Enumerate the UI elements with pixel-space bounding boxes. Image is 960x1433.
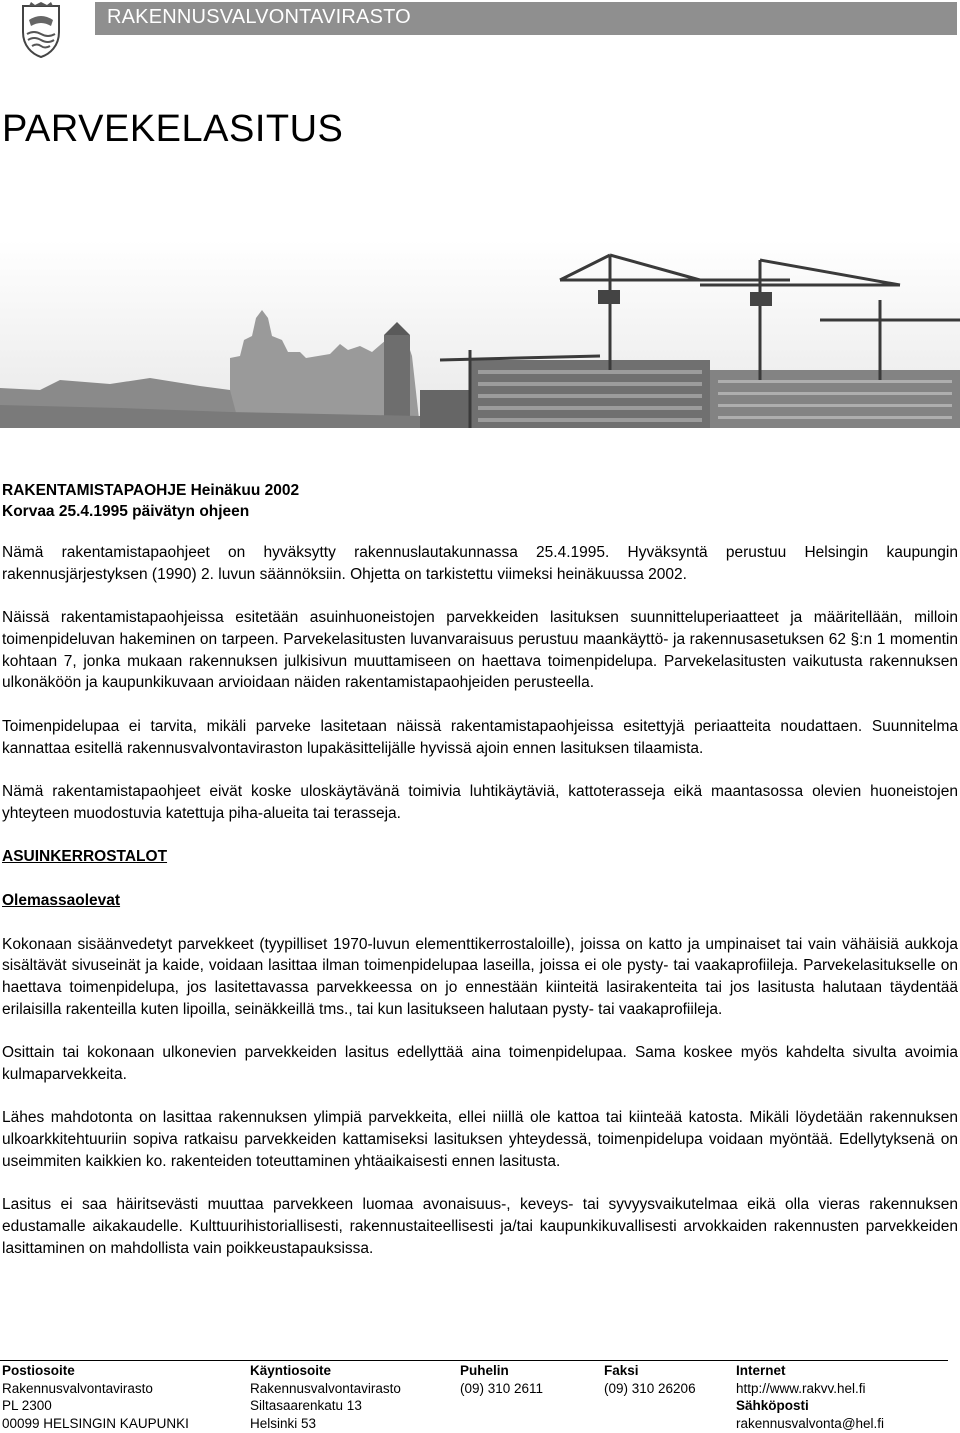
footer-heading: Postiosoite [2,1363,75,1378]
paragraph-top-balconies: Lähes mahdotonta on lasittaa rakennuksen ylimpiä parvekkeita, ellei niillä ole kattoa tai kiinteää katosta. Mikäli löydetään rakennuksen ulkoarkkitehtuuriin sopiva ratkaisu parvekkeiden kattamiseksi lasituksen yhteydessä, toimenpidelupa voidaan myöntää. Edellytyksenä on useimmiten kaikkien ko. rakenteiden toteuttaminen yhtäaikaisesti ennen lasitusta. [2,1109,958,1170]
paragraph-scope: Nämä rakentamistapaohjeet eivät koske uloskäytävänä toimivia luhtikäytäviä, kattoterasseja eikä maantasossa olevien huoneistojen yhteyteen muodostuvia katettuja piha-alueita tai terasseja. [2,782,958,822]
skyline-photo [0,240,960,428]
page-title: PARVEKELASITUS [2,108,344,150]
meta-line-2: Korvaa 25.4.1995 päivätyn ohjeen [2,503,250,520]
paragraph-appearance: Lasitus ei saa häiritsevästi muuttaa parvekkeen luomaa avonaisuus-, keveys- tai syvyysvaikutelmaa eikä olla vieras rakennuksen edustamalle aikakaudelle. Kulttuurihistoriallisesti, rakennustaiteellisesti ja/tai kaupunkikuvallisesti arvokkaiden rakennusten parvekkeiden lasittaminen on mahdollista vain poikkeustapauksissa. [2,1196,958,1257]
footer-heading: Käyntiosoite [250,1363,332,1378]
header-bar [95,2,957,35]
footer-text: PL 2300 [2,1398,52,1413]
paragraph-no-permit: Toimenpidelupaa ei tarvita, mikäli parveke lasitetaan näissä rakentamistapaohjeissa esitettyjä periaatteita noudattaen. Suunnitelma kannattaa esitellä rakennusvalvontaviraston lupakäsittelijälle hyvissä ajoin ennen lasituksen tilaamista. [2,717,958,757]
footer-postal-address [2,1362,189,1432]
footer-text: Rakennusvalvontavirasto [2,1380,153,1396]
subsection-heading: Olemassaolevat [2,891,121,909]
website-link[interactable]: http://www.rakvv.hel.fi [736,1380,866,1396]
paragraph-purpose: Näissä rakentamistapaohjeissa esitetään asuinhuoneistojen parvekkeiden lasituksen suunnitteluperiaatteet ja määritellään, milloin toimenpideluvan hakeminen on tarpeen. Parvekelasitusten luvanvaraisuus perustuu maankäyttö- ja rakennusasetuksen 62 §:n 1 momentin kohtaan 7, jonka mukaan rakennuksen julkisivun muuttamiseen on haettava toimenpidelupa. Parvekelasitusten vaikutusta rakennuksen ulkonäköön ja kaupunkikuvaan arvioidaan näiden rakentamistapaohjeiden perusteella. [2,609,958,692]
section-heading: ASUINKERROSTALOT [2,847,168,865]
email-link[interactable]: rakennusvalvonta@hel.fi [736,1415,885,1431]
agency-name: RAKENNUSVALVONTAVIRASTO [107,6,411,28]
footer-text: Rakennusvalvontavirasto [250,1380,401,1396]
footer-heading: Internet [736,1363,786,1378]
footer-text: Helsinki 53 [250,1415,317,1431]
footer-phone [460,1362,543,1397]
paragraph-protruding-balconies: Osittain tai kokonaan ulkonevien parvekkeiden lasitus edellyttää aina toimenpidelupaa. Sama koskee myös kahdelta sivulta avoimia kulmaparvekkeita. [2,1044,958,1084]
footer-heading: Faksi [604,1363,639,1378]
footer-text: Siltasaarenkatu 13 [250,1398,362,1413]
footer-text: 00099 HELSINGIN KAUPUNKI [2,1415,189,1431]
footer-fax [604,1362,696,1397]
footer-heading: Sähköposti [736,1398,809,1413]
helsinki-crest-logo [20,2,62,58]
footer-text: (09) 310 26206 [604,1380,696,1396]
footer-text: (09) 310 2611 [460,1380,544,1396]
footer-internet [736,1362,884,1432]
document-body [2,542,958,1281]
footer-heading: Puhelin [460,1363,509,1378]
paragraph-approval: Nämä rakentamistapaohjeet on hyväksytty rakennuslautakunnassa 25.4.1995. Hyväksyntä perustuu Helsingin kaupungin rakennusjärjestyksen (1990) 2. luvun säännöksiin. Ohjetta on tarkistettu viimeksi heinäkuussa 2002. [2,544,958,583]
footer-visiting-address [250,1362,401,1432]
footer-divider [0,1360,948,1361]
meta-line-1: RAKENTAMISTAPAOHJE Heinäkuu 2002 [2,482,300,499]
paragraph-recessed-balconies: Kokonaan sisäänvedetyt parvekkeet (tyypilliset 1970-luvun elementtikerrostaloille), joissa on katto ja umpinaiset tai vain vähäisiä aukkoja sisältävät sivuseinät ja kaide, voidaan lasittaa ilman toimenpidelupaa laseilla, joissa ei ole pysty- tai vaakaprofiileja. Parvekelasitukselle on haettava toimenpidelupa, jos lasitettavassa parvekkeessa on jo ennestään kiinteitä lasirakenteita tai jos lasitusta halutaan täydentää erilaisilla rakenteilla kuten lipoilla, seinäkkeillä tms., tai kun lasitukseen halutaan pysty- tai vaakaprofiileja. [2,935,958,1018]
document-meta [2,480,299,522]
